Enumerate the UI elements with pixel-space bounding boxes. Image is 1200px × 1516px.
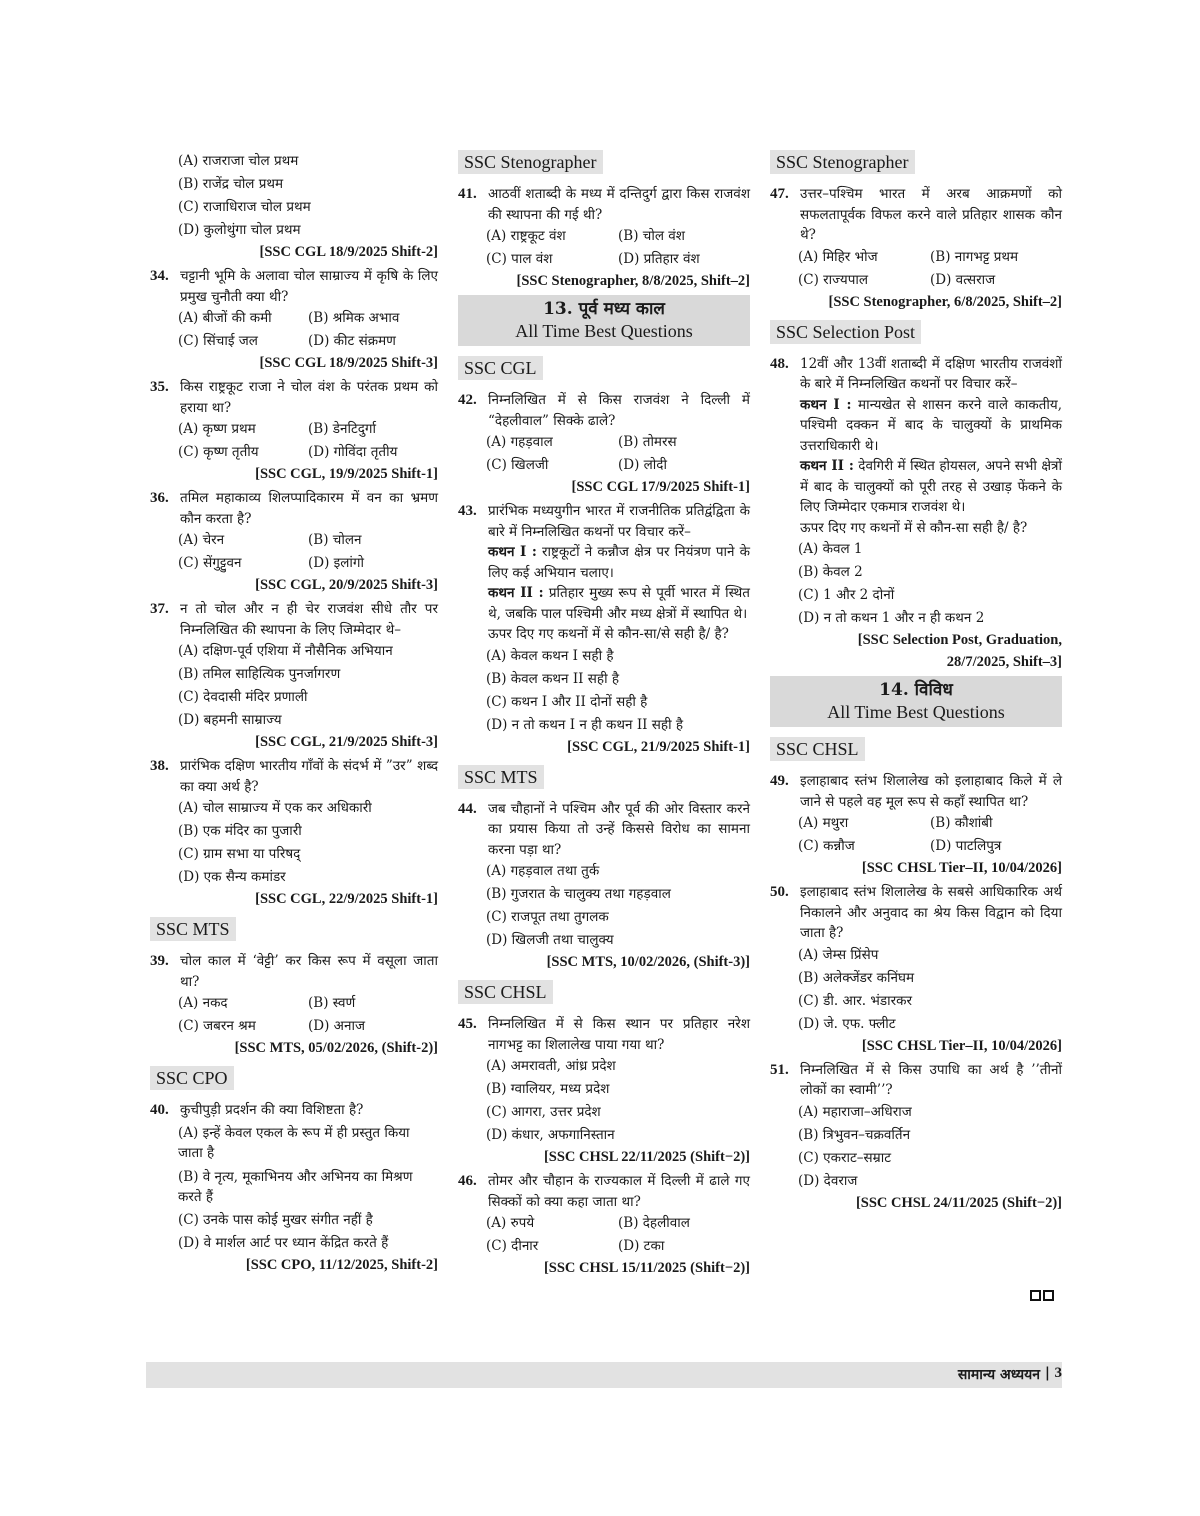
section-heading: SSC MTS bbox=[150, 917, 236, 941]
statement-label: कथन I : bbox=[488, 544, 537, 560]
option: (D) प्रतिहार वंश bbox=[618, 251, 700, 267]
question-prompt: ऊपर दिए गए कथनों में से कौन-सा/से सही है/ है? bbox=[488, 626, 729, 642]
statement-1 bbox=[458, 542, 750, 583]
source-citation: [SSC CGL 17/9/2025 Shift-1] bbox=[571, 479, 750, 495]
option: (C) 1 और 2 दोनों bbox=[798, 587, 895, 603]
option: (B) तमिल साहित्यिक पुनर्जागरण bbox=[178, 666, 341, 682]
chapter-title: 13. पूर्व मध्य काल bbox=[543, 299, 665, 319]
option: (A) गहड़वाल तथा तुर्क bbox=[486, 863, 600, 879]
option: (A) राष्ट्रकूट वंश bbox=[486, 228, 566, 244]
option: (B) गुजरात के चालुक्य तथा गहड़वाल bbox=[486, 886, 671, 902]
option: (A) कृष्ण प्रथम bbox=[178, 421, 256, 437]
option: (A) मथुरा bbox=[798, 815, 849, 831]
option: (A) महाराजा–अधिराज bbox=[798, 1103, 912, 1120]
question-text: तमिल महाकाव्य शिलप्पादिकारम में वन का भ्रमण कौन करता है? bbox=[180, 490, 438, 527]
statement-1 bbox=[770, 395, 1062, 457]
option: (C) एकराट–सम्राट bbox=[798, 1149, 892, 1166]
option: (D) न तो कथन I न ही कथन II सही है bbox=[486, 716, 684, 733]
option: (C) सिंचाई जल bbox=[178, 333, 258, 349]
option: (C) उनके पास कोई मुखर संगीत नहीं है bbox=[178, 1211, 373, 1228]
source-citation: [SSC CHSL 15/11/2025 (Shift−2)] bbox=[543, 1260, 750, 1276]
section-heading: SSC CHSL bbox=[458, 980, 553, 1004]
question-number: 41. bbox=[458, 186, 477, 202]
option: (B) अलेक्जेंडर कनिंघम bbox=[798, 969, 915, 986]
option: (A) नकद bbox=[178, 995, 228, 1011]
question-40 bbox=[150, 1100, 438, 1121]
question-42 bbox=[458, 390, 750, 431]
source-citation: [SSC Stenographer, 6/8/2025, Shift–2] bbox=[828, 293, 1062, 310]
question-text: इलाहाबाद स्तंभ शिलालेख के सबसे आधिकारिक अर्थ निकालने और अनुवाद का श्रेय किस विद्वान को दिया जाता है? bbox=[800, 884, 1062, 941]
question-number: 37. bbox=[150, 601, 169, 617]
statement-2 bbox=[458, 583, 750, 624]
chapter-title: 14. विविध bbox=[879, 680, 953, 700]
source-citation: [SSC MTS, 10/02/2026, (Shift-3)] bbox=[546, 954, 750, 970]
option: (B) श्रमिक अभाव bbox=[308, 310, 400, 326]
question-number: 51. bbox=[770, 1061, 789, 1078]
option: (C) कन्नौज bbox=[798, 838, 855, 854]
statement-label: कथन II : bbox=[800, 458, 854, 474]
option: (B) राजेंद्र चोल प्रथम bbox=[178, 176, 284, 192]
question-text: प्रारंभिक दक्षिण भारतीय गाँवों के संदर्भ में ”उर” शब्द का क्या अर्थ है? bbox=[180, 758, 438, 795]
question-number: 35. bbox=[150, 379, 169, 395]
option: (D) इलांगो bbox=[308, 555, 365, 571]
question-text: कुचीपुड़ी प्रदर्शन की क्या विशिष्टता है? bbox=[180, 1102, 364, 1118]
option: (D) एक सैन्य कमांडर bbox=[178, 869, 286, 885]
option: (A) जेम्स प्रिंसेप bbox=[798, 946, 879, 963]
option: (B) स्वर्ण bbox=[308, 995, 356, 1011]
option: (C) कथन I और II दोनों सही है bbox=[486, 693, 648, 710]
question-36 bbox=[150, 488, 438, 529]
question-number: 36. bbox=[150, 490, 169, 506]
source-citation: [SSC CHSL 24/11/2025 (Shift−2)] bbox=[855, 1194, 1062, 1211]
question-37 bbox=[150, 599, 438, 640]
statement-text: प्रतिहार मुख्य रूप से पूर्वी भारत में स्थित थे, जबकि पाल पश्चिमी और मध्य क्षेत्रों में स्थापित थे। bbox=[488, 585, 750, 622]
option: (A) रुपये bbox=[486, 1215, 535, 1231]
question-35 bbox=[150, 377, 438, 418]
option: (C) जबरन श्रम bbox=[178, 1018, 256, 1034]
option: (B) देहलीवाल bbox=[618, 1215, 690, 1231]
option: (D) देवराज bbox=[798, 1172, 858, 1189]
option: (C) आगरा, उत्तर प्रदेश bbox=[486, 1104, 601, 1120]
section-heading: SSC Stenographer bbox=[458, 150, 603, 174]
option: (C) डी. आर. भंडारकर bbox=[798, 992, 912, 1009]
question-41 bbox=[458, 184, 750, 225]
question-number: 43. bbox=[458, 503, 477, 519]
column-3 bbox=[770, 150, 1062, 1215]
statement-2 bbox=[770, 456, 1062, 518]
option: (C) दीनार bbox=[486, 1238, 539, 1254]
option: (B) एक मंदिर का पुजारी bbox=[178, 823, 302, 839]
option: (C) राजाधिराज चोल प्रथम bbox=[178, 199, 311, 215]
source-citation: [SSC CGL, 20/9/2025 Shift-3] bbox=[255, 577, 438, 593]
option: (D) खिलजी तथा चालुक्य bbox=[486, 932, 614, 948]
option: (A) अमरावती, आंध्र प्रदेश bbox=[486, 1058, 616, 1074]
question-text: 12वीं और 13वीं शताब्दी में दक्षिण भारतीय राजवंशों के बारे में निम्नलिखित कथनों पर विचार करें– bbox=[800, 355, 1062, 392]
source-citation: [SSC Stenographer, 8/8/2025, Shift–2] bbox=[516, 273, 750, 289]
source-citation: [SSC CHSL Tier–II, 10/04/2026] bbox=[861, 1037, 1062, 1054]
option: (D) लोदी bbox=[618, 457, 667, 473]
question-text: न तो चोल और न ही चेर राजवंश सीधे तौर पर निम्नलिखित की स्थापना के लिए जिम्मेदार थे– bbox=[180, 601, 438, 638]
option: (A) मिहिर भोज bbox=[798, 248, 878, 265]
question-number: 49. bbox=[770, 773, 789, 789]
question-number: 47. bbox=[770, 186, 789, 202]
question-text: उत्तर–पश्चिम भारत में अरब आक्रमणों को सफलतापूर्वक विफल करने वाले प्रतिहार शासक कौन थे? bbox=[800, 186, 1062, 243]
question-38 bbox=[150, 756, 438, 797]
question-text: प्रारंभिक मध्ययुगीन भारत में राजनीतिक प्रतिद्वंद्विता के बारे में निम्नलिखित कथनों पर विचार करें– bbox=[488, 503, 750, 540]
section-heading: SSC Stenographer bbox=[770, 150, 915, 174]
option: (C) राजपूत तथा तुगलक bbox=[486, 909, 609, 925]
source-citation: [SSC Selection Post, Graduation, bbox=[857, 632, 1062, 648]
option: (D) वत्सराज bbox=[930, 271, 996, 288]
option: (A) बीजों की कमी bbox=[178, 310, 272, 326]
question-number: 46. bbox=[458, 1173, 477, 1189]
option: (A) चेरन bbox=[178, 532, 225, 548]
option: (D) वे मार्शल आर्ट पर ध्यान केंद्रित करते हैं bbox=[178, 1234, 389, 1251]
option: (C) ग्राम सभा या परिषद् bbox=[178, 846, 301, 862]
chapter-subtitle: All Time Best Questions bbox=[827, 702, 1005, 722]
option: (D) टका bbox=[618, 1238, 665, 1254]
section-heading: SSC MTS bbox=[458, 765, 544, 789]
question-text: जब चौहानों ने पश्चिम और पूर्व की ओर विस्तार करने का प्रयास किया तो उन्हें किससे विरोध का सामना करना पड़ा था? bbox=[488, 800, 750, 858]
question-text: निम्नलिखित में से किस राजवंश ने दिल्ली में “देहलीवाल” सिक्के ढाले? bbox=[488, 392, 750, 429]
option: (B) नागभट्ट प्रथम bbox=[930, 248, 1019, 265]
question-number: 34. bbox=[150, 268, 169, 284]
page-number: 3 bbox=[1054, 1365, 1062, 1381]
option: (A) चोल साम्राज्य में एक कर अधिकारी bbox=[178, 800, 372, 816]
question-number: 38. bbox=[150, 758, 169, 774]
source-citation: [SSC CHSL Tier–II, 10/04/2026] bbox=[861, 860, 1062, 876]
end-of-page-mark bbox=[1030, 1290, 1054, 1301]
source-citation: [SSC MTS, 05/02/2026, (Shift-2)] bbox=[234, 1040, 438, 1056]
question-number: 39. bbox=[150, 953, 169, 969]
question-39 bbox=[150, 951, 438, 992]
question-text: किस राष्ट्रकूट राजा ने चोल वंश के परंतक प्रथम को हराया था? bbox=[180, 379, 438, 416]
option: (B) ग्वालियर, मध्य प्रदेश bbox=[486, 1081, 610, 1097]
option: (B) चोल वंश bbox=[618, 228, 685, 244]
question-50 bbox=[770, 882, 1062, 944]
option: (A) गहड़वाल bbox=[486, 434, 553, 450]
section-heading: SSC CPO bbox=[150, 1066, 234, 1090]
source-citation: [SSC CGL, 22/9/2025 Shift-1] bbox=[255, 891, 438, 907]
footer-book-title: सामान्य अध्ययन bbox=[957, 1367, 1040, 1383]
source-citation: [SSC CGL, 19/9/2025 Shift-1] bbox=[255, 466, 438, 482]
option: (B) डेनटिदुर्गा bbox=[308, 421, 377, 437]
option: (B) वे नृत्य, मूकाभिनय और अभिनय का मिश्रण करते हैं bbox=[178, 1168, 413, 1205]
section-heading: SSC CGL bbox=[458, 356, 543, 380]
section-heading: SSC CHSL bbox=[770, 737, 865, 761]
question-text: निम्नलिखित में से किस स्थान पर प्रतिहार नरेश नागभट्ट का शिलालेख पाया गया था? bbox=[488, 1016, 750, 1053]
option: (D) अनाज bbox=[308, 1018, 365, 1034]
question-text: आठवीं शताब्दी के मध्य में दन्तिदुर्ग द्वारा किस राजवंश की स्थापना की गई थी? bbox=[488, 186, 750, 223]
option: (D) गोविंदा तृतीय bbox=[308, 444, 398, 460]
option: (D) पाटलिपुत्र bbox=[930, 838, 1002, 854]
question-45 bbox=[458, 1014, 750, 1055]
option: (B) कौशांबी bbox=[930, 815, 993, 831]
question-44 bbox=[458, 799, 750, 861]
question-text: चट्टानी भूमि के अलावा चोल साम्राज्य में कृषि के लिए प्रमुख चुनौती क्या थी? bbox=[180, 268, 438, 305]
option: (A) केवल कथन I सही है bbox=[486, 647, 614, 664]
statement-text: देवगिरी में स्थित होयसल, अपने सभी क्षेत्रों में बाद के चालुक्यों को पूरी तरह से उखाड़ फेंकने के लिए जिम्मेदार एकमात्र राजवंश थे। bbox=[800, 458, 1062, 515]
question-number: 50. bbox=[770, 884, 789, 900]
source-citation: [SSC CGL 18/9/2025 Shift-2] bbox=[259, 244, 438, 260]
source-citation: [SSC CGL, 21/9/2025 Shift-1] bbox=[567, 738, 750, 755]
question-49 bbox=[770, 771, 1062, 812]
option: (D) बहमनी साम्राज्य bbox=[178, 712, 282, 728]
chapter-subtitle: All Time Best Questions bbox=[515, 321, 693, 341]
square-icon bbox=[1043, 1290, 1054, 1301]
question-48 bbox=[770, 354, 1062, 395]
option: (A) केवल 1 bbox=[798, 541, 863, 557]
option: (A) इन्हें केवल एकल के रूप में ही प्रस्तुत किया जाता है bbox=[178, 1124, 410, 1161]
square-icon bbox=[1030, 1290, 1041, 1301]
question-number: 42. bbox=[458, 392, 477, 408]
source-citation: 28/7/2025, Shift–3] bbox=[946, 654, 1062, 670]
question-prompt: ऊपर दिए गए कथनों में से कौन-सा सही है/ है? bbox=[800, 519, 1028, 536]
section-heading: SSC Selection Post bbox=[770, 320, 921, 344]
source-citation: [SSC CPO, 11/12/2025, Shift-2] bbox=[245, 1256, 438, 1273]
question-number: 40. bbox=[150, 1102, 169, 1118]
question-43 bbox=[458, 501, 750, 542]
option: (B) चोलन bbox=[308, 532, 362, 548]
source-citation: [SSC CGL, 21/9/2025 Shift-3] bbox=[255, 734, 438, 750]
question-number: 48. bbox=[770, 355, 789, 372]
option: (D) कीट संक्रमण bbox=[308, 333, 396, 349]
option: (A) दक्षिण-पूर्व एशिया में नौसैनिक अभियान bbox=[178, 643, 393, 659]
footer-separator: | bbox=[1044, 1365, 1050, 1381]
column-1 bbox=[150, 150, 438, 1277]
chapter-heading bbox=[458, 295, 750, 346]
option: (D) न तो कथन 1 और न ही कथन 2 bbox=[798, 610, 985, 626]
statement-text: राष्ट्रकूटों ने कन्नौज क्षेत्र पर नियंत्रण पाने के लिए कई अभियान चलाए। bbox=[488, 544, 750, 581]
source-citation: [SSC CHSL 22/11/2025 (Shift−2)] bbox=[543, 1149, 750, 1165]
option: (C) सेंगुट्टुवन bbox=[178, 555, 242, 571]
question-number: 44. bbox=[458, 800, 477, 817]
source-citation: [SSC CGL 18/9/2025 Shift-3] bbox=[259, 355, 438, 371]
statement-label: कथन II : bbox=[488, 585, 544, 601]
option: (C) पाल वंश bbox=[486, 251, 553, 267]
option: (D) कुलोथुंगा चोल प्रथम bbox=[178, 222, 301, 238]
question-text: तोमर और चौहान के राज्यकाल में दिल्ली में ढाले गए सिक्कों को क्या कहा जाता था? bbox=[488, 1173, 750, 1210]
statement-label: कथन I : bbox=[800, 396, 852, 413]
option: (B) त्रिभुवन–चक्रवर्तिन bbox=[798, 1126, 911, 1143]
question-47 bbox=[770, 184, 1062, 246]
option: (A) राजराजा चोल प्रथम bbox=[178, 153, 299, 169]
statement-text: मान्यखेत से शासन करने वाले काकतीय, पश्चिमी दक्कन में बाद के चालुक्यों के प्राथमिक उत्तराधिकारी थे। bbox=[800, 396, 1062, 454]
question-text: चोल काल में ‘वेट्टी’ कर किस रूप में वसूला जाता था? bbox=[180, 953, 438, 990]
column-2 bbox=[458, 150, 750, 1280]
question-34 bbox=[150, 266, 438, 307]
question-51 bbox=[770, 1060, 1062, 1101]
option: (D) कंधार, अफगानिस्तान bbox=[486, 1127, 615, 1143]
question-text: इलाहाबाद स्तंभ शिलालेख को इलाहाबाद किले में ले जाने से पहले वह मूल रूप से कहाँ स्थापित था? bbox=[800, 773, 1062, 810]
page-footer bbox=[146, 1362, 1062, 1388]
option: (B) तोमरस bbox=[618, 434, 677, 450]
option: (C) राज्यपाल bbox=[798, 271, 869, 288]
option: (C) देवदासी मंदिर प्रणाली bbox=[178, 689, 308, 705]
question-text: निम्नलिखित में से किस उपाधि का अर्थ है ’’तीनों लोकों का स्वामी’’? bbox=[800, 1061, 1062, 1098]
chapter-heading bbox=[770, 676, 1062, 727]
option: (B) केवल 2 bbox=[798, 564, 863, 580]
question-number: 45. bbox=[458, 1016, 477, 1032]
option: (C) कृष्ण तृतीय bbox=[178, 444, 259, 460]
option: (C) खिलजी bbox=[486, 457, 549, 473]
question-46 bbox=[458, 1171, 750, 1212]
option: (B) केवल कथन II सही है bbox=[486, 670, 620, 687]
option: (D) जे. एफ. फ्लीट bbox=[798, 1015, 896, 1032]
